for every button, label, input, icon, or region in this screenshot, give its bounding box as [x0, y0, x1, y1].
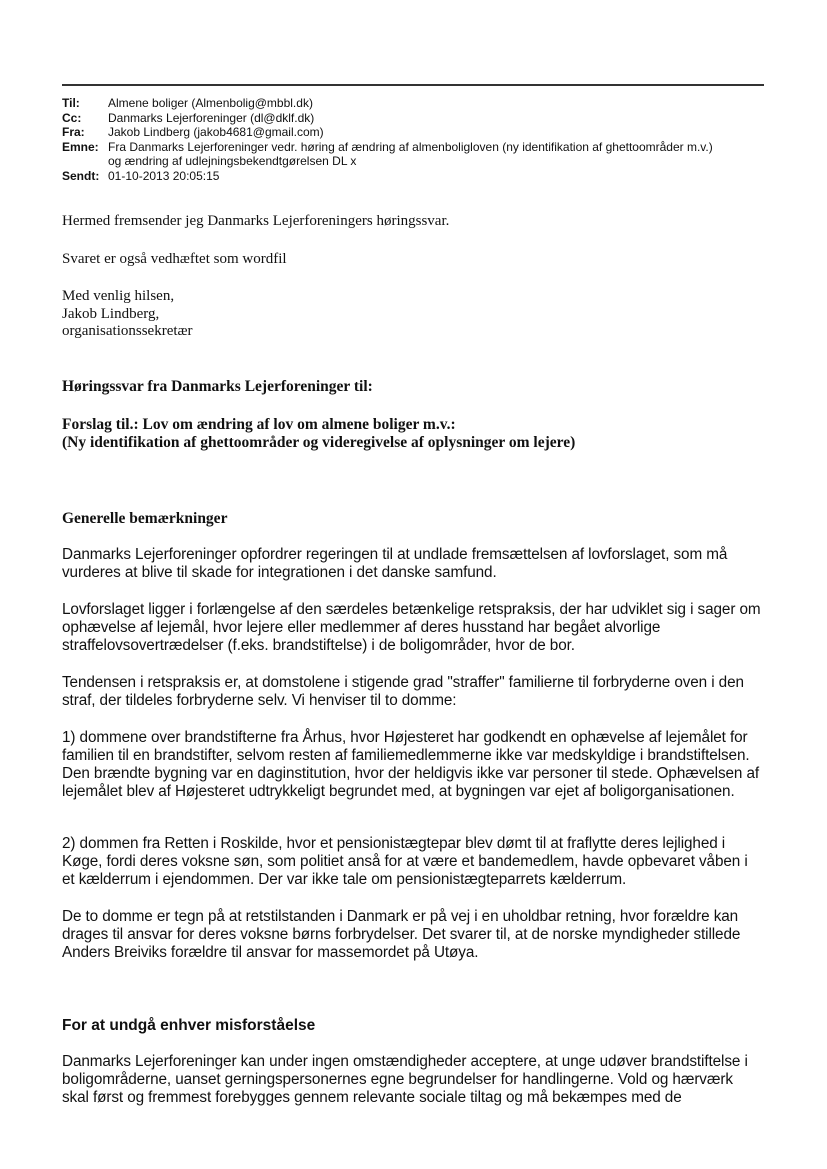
from-value: Jakob Lindberg (jakob4681@gmail.com) — [108, 125, 324, 139]
subject-row — [62, 140, 762, 169]
from-label: Fra: — [62, 125, 85, 139]
signature-greeting: Med venlig hilsen, — [62, 288, 175, 304]
email-intro: Hermed fremsender jeg Danmarks Lejerforeningers høringssvar. — [62, 213, 450, 229]
paragraph-6: De to domme er tegn på at retstilstanden i Danmark er på vej i en uholdbar retning, hvor forældre kan drages til ansvar for deres voksne børns forbrydelser. Det svarer til, at de norske myndigheder stillede Anders Breiviks forældre til ansvar for massemordet på Utøya. — [62, 908, 741, 961]
to-value: Almene boliger (Almenbolig@mbbl.dk) — [108, 96, 313, 110]
paragraph-4: 1) dommene over brandstifterne fra Århus, hvor Højesteret har godkendt en ophævelse af lejemålet for familien til en brandstifter, selvom resten af familiemedlemmerne ikke var medskyldige i brandstiftelsen. Den brændte bygning var en daginstitution, hvor der heldigvis ikke var personer til stede. Ophævelsen af lejemålet blev af Højesteret udtrykkeligt begrundet med, at bygningen var ejet af boligorganisationen. — [62, 729, 760, 800]
signature-title: organisationssekretær — [62, 323, 193, 339]
section-heading-general: Generelle bemærkninger — [62, 510, 228, 527]
header-divider — [62, 84, 764, 86]
paragraph-3: Tendensen i retspraksis er, at domstolene i stigende grad "straffer" familierne til forbryderne oven i den straf, der tildeles forbryderne selv. Vi henviser til to domme: — [62, 674, 744, 709]
subject-value: Fra Danmarks Lejerforeninger vedr. høring af ændring af almenboligloven (ny identifikation af ghettoområder m.v.) og ændring af udlejningsbekendtgørelsen DL x — [108, 139, 713, 168]
to-label: Til: — [62, 96, 80, 110]
email-header — [62, 96, 762, 183]
attachment-note: Svaret er også vedhæftet som wordfil — [62, 251, 287, 267]
document-heading: Høringssvar fra Danmarks Lejerforeninger til: — [62, 378, 373, 395]
cc-value: Danmarks Lejerforeninger (dl@dklf.dk) — [108, 110, 315, 125]
cc-label: Cc: — [62, 110, 82, 125]
section-heading-misunderstanding: For at undgå enhver misforståelse — [62, 1017, 316, 1034]
from-row — [62, 125, 762, 140]
sent-value: 01-10-2013 20:05:15 — [108, 168, 220, 183]
proposal-line-1: Forslag til.: Lov om ændring af lov om almene boliger m.v.: — [62, 416, 456, 433]
signature-name: Jakob Lindberg, — [62, 305, 160, 322]
paragraph-1: Danmarks Lejerforeninger opfordrer regeringen til at undlade fremsættelsen af lovforslaget, som må vurderes at blive til skade for integrationen i det danske samfund. — [62, 546, 728, 581]
sent-row — [62, 169, 762, 184]
proposal-line-2: (Ny identifikation af ghettoområder og videregivelse af oplysninger om lejere) — [62, 434, 576, 451]
to-row — [62, 96, 762, 111]
paragraph-7: Danmarks Lejerforeninger kan under ingen omstændigheder acceptere, at unge udøver brandstiftelse i boligområderne, uanset gerningspersonernes egne begrundelser for handlingerne. Vold og hærværk skal først og fremmest forebygges gennem relevante sociale tiltag og må bekæmpes med de — [62, 1053, 748, 1106]
cc-row — [62, 111, 762, 126]
paragraph-2: Lovforslaget ligger i forlængelse af den særdeles betænkelige retspraksis, der har udviklet sig i sager om ophævelse af lejemål, hvor lejere eller medlemmer af deres husstand har begået alvorlige straffelovsovertrædelser (f.eks. brandstiftelse) i de boligområder, hvor de bor. — [62, 601, 761, 654]
subject-label: Emne: — [62, 139, 99, 154]
paragraph-5: 2) dommen fra Retten i Roskilde, hvor et pensionistægtepar blev dømt til at fraflytte deres lejlighed i Køge, fordi deres voksne søn, som politiet anså for at være et bandemedlem, havde opbevaret våben i et kælderrum i ejendommen. Der var ikke tale om pensionistægteparrets kælderrum. — [62, 835, 748, 888]
sent-label: Sendt: — [62, 168, 100, 183]
proposal-title — [62, 416, 762, 452]
signature — [62, 288, 762, 341]
